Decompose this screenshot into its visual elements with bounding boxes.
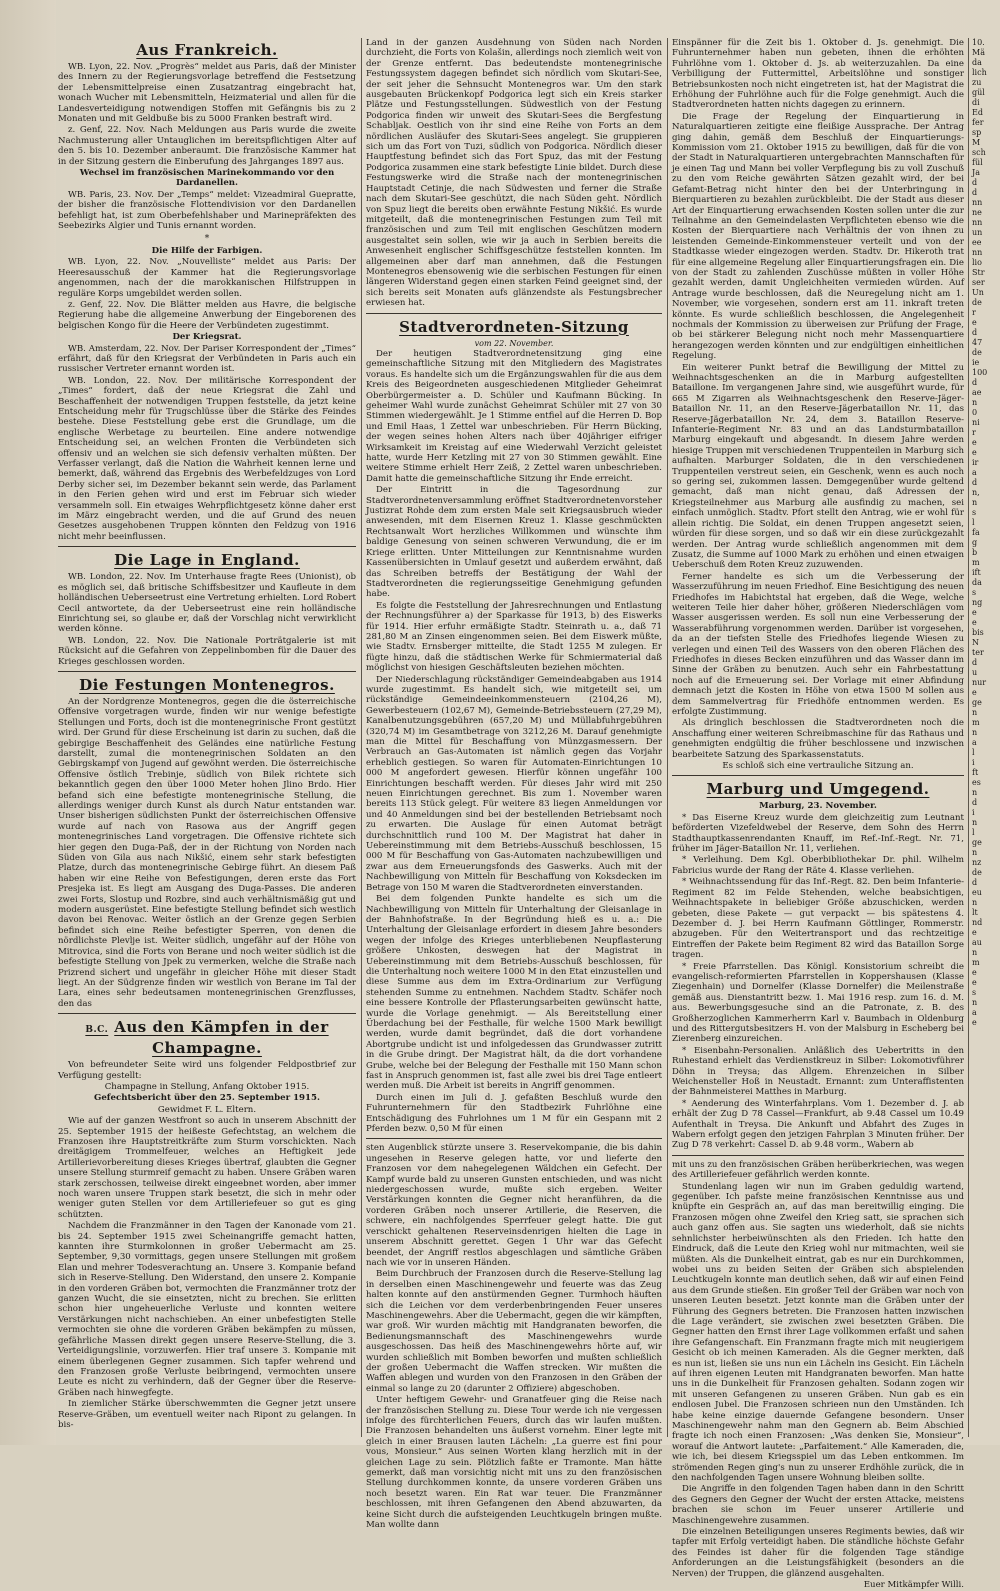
dateline: vom 22. November. [474, 338, 554, 348]
separator-star: * [204, 233, 210, 244]
article-paragraph: Es schloß sich eine vertrauliche Sitzung an. [722, 761, 914, 772]
article-paragraph: Stundenlang lagen wir nun im Graben geduldig wartend, gegenüber. Ich pafste meine französischen Kenntnisse aus und knüpfte ein Gespräch an, auf das man bereitwillig einging. Die Franzosen mögen ohne Zweifel den Krieg satt, sie sprachen sich auch ganz offen aus. Sie sagten uns wiederholt, daß sie nichts sehnlichster herbeiwünschten als den Frieden. Ich hatte den Eindruck, daß die Leute den Krieg wohl nur mitmachten, weil sie müßten. Als die Dunkelheit eintrat, gab es nur ein Durchkommen, wobei uns zu beiden Seiten der Gräben sich abspielenden Leuchtkugeln konnte man deutlich sehen, daß wir auf einen Feind aus dem Grunde stießen. Ein großer Teil der Gräben war noch von unseren Leuten besetzt. Jetzt konnte man die Gräben unter der Führung des Gegners betreten. Die Franzosen hatten inzwischen die Lage verändert, sie zwischen zwei besetzten Gräben. Die Gegner hatten den Ernst ihrer Lage vollkommen erfaßt und sahen ihre Gefangenschaft. Ein Franzmann fragte mich mit neugierigem Gesicht ob ich meinen Kameraden. Als die Gegner merkten, daß es nun ist, ließen sie uns nun ein Lächeln ins Gesicht. Ein Lächeln auf ihren eigenen Leuten mit Handgranaten beworfen. Man hatte uns in die Dunkelheit für Franzosen gehalten. Sodann zogen wir mit unseren Gefangenen zu unseren Gräben. Nun gab es ein endlosen Jubel. Die Franzosen schrieen nun den Umständen. Ich habe keine einzige dauernde Gefangene besondern. Unser Maschinengewehr nahm man den Gegnern ab. Beim Abschied fragte ich noch einen Franzosen: „Was denken Sie, Monsieur“, worauf die Antwort lautete: „Parfaitement.“ Alle Kameraden, die, wie ich, bei diesem Kriegsspiel um das Leben entkommen. Im strömenden Regen ging's nun zu unserer Erdhöhle zurück, die in den nachfolgenden Tagen unsere Wohnung bleiben sollte. [672, 1181, 964, 1484]
article-paragraph: sten Augenblick stürzte unsere 3. Reservekompanie, die bis dahin ungesehen in Reserve gelegen hatte, vor und lieferte den Franzosen vor dem nahegelegenen Wäldchen ein Gefecht. Der Kampf wurde bald zu unseren Gunsten entschieden, und was nicht niedergeschossen wurde, mußte sich ergeben. Weiter Verstärkungen konnten die Gegner nicht heranführen, da die vorderen Gräben noch unserer Artillerie, die Reserven, die schwere, ein nachfolgendes Sperrfeuer gelegt hatte. Die gut verschickt gehaltenen Reserveinsdenrigen hielten die Lage in unserem Abschnitt gerettet. Gegen 1 Uhr war das Gefecht beendet, der Angriff restlos abgeschlagen und sämtliche Gräben nach wie vor in unseren Händen. [366, 1143, 662, 1268]
subheading: Der Kriegsrat. [172, 332, 242, 343]
article-paragraph: Als dringlich beschlossen die Stadtverordneten noch die Anschaffung einer weiteren Schreibmaschine für das Rathaus und genehmigten endgültig die früher beschlossene und inzwischen bearbeitete Satzung des Sparkassenstatuts. [672, 718, 964, 760]
article-paragraph: z. Genf, 22. Nov. Die Blätter melden aus Havre, die belgische Regierung habe die allgemeine Anwerbung der Eingeborenen des belgischen Kongo für die Heere der Verbündeten zugestimmt. [58, 299, 356, 331]
article-paragraph: Von befreundeter Seite wird uns folgender Feldpostbrief zur Verfügung gestellt: [58, 1060, 356, 1081]
column-3 [672, 38, 964, 1591]
heading-champagne-text: Aus den Kämpfen in der Champagne. [114, 1018, 329, 1058]
article-paragraph: Beim Durchbruch der Franzosen durch die Reserve-Stellung lag in derselben einen Maschinengewehr und feuerte was das Zeug halten konnte auf den anstürmenden Gegner. Turmhoch häuften sich die Leichen vor dem verderbenbringenden Feuer unseres Maschinengewehrs. Aber die Uebermacht, gegen die wir kämpften, war groß. Wir wurden mächtig mit Handgranaten beworfen, die Bedienungsmannschaft des Maschinengewehrs wurde ausgeschossen. Das heiß des Maschinengewehrs hörte auf, wir wurden schließlich mit Bomben beworfen und mußten schließlich der großen Uebermacht die Waffen strecken. Wir mußten die Waffen ablegen und wurden von den Franzosen in den Gräben der einmal so lange zu 20 (darunter 2 Offiziere) abgeschoben. [366, 1269, 662, 1394]
article-paragraph: Die einzelnen Beteiligungen unseres Regiments bewies, daß wir tapfer mit Erfolg verteidigt haben. Die ständliche höchste Gefahr des Feindes ist daher für die folgenden Tage ständige Anforderungen an die Leistungsfähigkeit (besonders an die Nerven) der Truppen, die glänzend ausgehalten. [672, 1527, 964, 1579]
heading-england: Die Lage in England. [114, 551, 300, 570]
article-paragraph: WB. Lyon, 22. Nov. „Progrès“ meldet aus Paris, daß der Minister des Innern zu der Regierungsvorlage betreffend die Festsetzung der Lebensmittelpreise einen Zusatzantrag eingebracht hat, wonach Wucher mit Lebensmitteln, Heizmaterial und allen für die Landesverteidigung notwendigen Stoffen mit Gefängnis bis zu 2 Monaten und mit Geldbuße bis zu 5000 Franken bestraft wird. [58, 62, 356, 125]
article-paragraph: * Eisenbahn-Personalien. Anläßlich des Uebertritts in den Ruhestand erhielt das Verdienstkreuz in Silber: Lokomotivführer Döhn in Treysa; das Allgem. Ehrenzeichen in Silber Weichensteller Hoß in Neustadt. Ernannt: zum Unteraffistenten der Bahnmeisterei Matthes in Marburg. [672, 1045, 964, 1098]
article-paragraph: mit uns zu den französischen Gräben herüberkriechen, was wegen des Artilleriefeuer gefährlich werden konnte. [672, 1159, 964, 1181]
column-1 [58, 38, 356, 1437]
article-paragraph: WB. London, 22. Nov. Der militärische Korrespondent der „Times“ fordert, daß der neue Kriegsrat die Zahl und Beschaffenheit der notwendigen Truppen feststelle, da jetzt keine Entscheidung mehr für Trugschlüsse über die Stärke des Feindes bestehe. Diese Feststellung gebe erst die Grundlage, um die englische Werbetage zu beurteilen. Eine andere notwendige Entscheidung sei, an welchen Fronten die Verbündeten sich offensiv und an welchen sie sich defensiv verhalten müßten. Der Verfasser verlangt, daß die Nation die Wahrheit kennen lerne und bemerkt, daß, während das Ergebnis des Werbefeldzuges von Lord Derby sicher sei, im Dezember bekannt sein werde, das Parlament in den Ferien gehen wird und erst im Februar sich wieder versammeln soll. Ein etwaiges Wehrpflichtgesetz könne daher erst im März eingebracht werden, und die auf Grund des neuen Gesetzes ausgehobenen Truppen könnten den Feldzug von 1916 nicht mehr beeinflussen. [58, 375, 356, 542]
signature: Euer Mitkämpfer Willi. [863, 1580, 964, 1591]
article-paragraph: * Verleihung. Dem Kgl. Oberbibliothekar Dr. phil. Wilhelm Fabricius wurde der Rang der Räte 4. Klasse verliehen. [672, 855, 964, 876]
subheading: Wechsel im französischen Marinekommando vor den Dardanellen. [79, 168, 335, 189]
article-paragraph: An der Nordgrenze Montenegros, gegen die die österreichische Offensive vorgetragen wurde, finden wir nur wenige befestigte Stellungen und Forts, doch ist die montenegrinische Front gestützt wird. Der Grund für diese Erscheinung ist darin zu suchen, daß die gebirgige Beschaffenheit des Geländes eine natürliche Festung darstellt, zumal die montenegrinischen Soldaten an den Gebirgskampf von Jugend auf gewöhnt werden. Die österreichische Offensive östlich Trebinje, südlich von Bilek richtete sich bekanntlich gegen den über 1000 Meter hohen Jlino Brdo. Hier befand sich eine befestigte montenegrinische Stellung, die allerdings weniger durch Kunst als durch Natur entstanden war. Unser bisherigen südlichsten Punkt der österreichischen Offensive wurde auf nach von Rasowa aus der Angriff gegen montenegrinisches Land vorgetragen. Die Offensive richtete sich hier gegen den Duga-Paß, der in der Richtung von Norden nach Süden von Gila aus nach Nikšić, einem sehr stark befestigten Platze, durch das montenegrinische Gebirge führt. An diesem Paß haben wir eine Reihe von Befestigungen, deren erste das Fort Presjeka ist. Es liegt am Ausgang des Duga-Passes. Die anderen zwei Forts, Slostup und Rozbre, sind auch verhältnismäßig gut und modern ausgerüstet. Eine befestigte Stellung befindet sich westlich davon bei Renovac. Weiter östlich an der Grenze gegen Serbien befindet sich eine Reihe befestigter Sperren, von denen die nördlichste Plevlje ist. Weiter südlich, ungefähr auf der Höhe von Mitrovica, sind die Forts von Berane und noch weiter südlich ist die befestigte Stellung von Jpek zu vermerken, welche die Straße nach Prizrend sichert und ungefähr in gleicher Höhe mit dieser Stadt liegt. An der Südgrenze finden wir westlich von Berane im Tal der Lara, eines sehr bedeutsamen montenegrinischen Grenzflusses, den das [58, 696, 356, 1009]
article-paragraph: WB. Amsterdam, 22. Nov. Der Pariser Korrespondent der „Times“ erfährt, daß für den Kriegsrat der Verbündeten in Paris auch ein russischer Vertreter ernannt worden ist. [58, 343, 356, 375]
dateline: Marburg, 23. November. [759, 801, 877, 812]
article-paragraph: Die Angriffe in den folgenden Tagen haben dann in den Schritt des Gegners den Gegner der Wucht der ersten Attacke, meistens brachen sie schon im Feuer unserer Artillerie und Maschinengewehre zusammen. [672, 1484, 964, 1526]
subheading: Gefechtsbericht über den 25. September 1915. [94, 1093, 320, 1104]
article-paragraph: Der heutigen Stadtverordnetensitzung ging eine gemeinschaftliche Sitzung mit den Mitgliedern des Magistrates voraus. Es handelte sich um die Ergänzungswahlen für die aus dem Kreis des Beigeordneten ausgeschiedenen Mitglieder Geheimrat Oberbürgermeister a. D. Schüler und Kaufmann Bücking. In geheimer Wahl wurde zunächst Geheimrat Schüler mit 27 von 30 Stimmen wiedergewählt. Je 1 Stimme entfiel auf die Herren D. Bop und Emil Haas, 1 Zettel war unbeschrieben. Für Herrn Bücking, der wegen seines hohen Alters nach über 40jähriger eifriger Wirksamkeit im Kreistag auf eine Wiederwahl Verzicht geleistet hatte, wurde Herr Ketzling mit 27 von 30 Stimmen gewählt. Eine weitere Stimme erhielt Herr Zeiß, 2 Zettel waren unbeschrieben. Damit hatte die gemeinschaftliche Sitzung ihr Ende erreicht. [366, 348, 662, 484]
column-2 [366, 38, 662, 1531]
article-paragraph: Der Niederschlagung rückständiger Gemeindeabgaben aus 1914 wurde zugestimmt. Es handelt sich, wie mitgeteilt sei, um rückständige Gemeindeeinkommensteuern (2104,26 M), Gewerbesteuern (102,67 M), Gemeinde-Betriebssteuern (27,29 M), Kanalbenutzungsgebühren (657,20 M) und Müllabfuhrgebühren (320,74 M) im Gesamtbetrage von 3212,26 M. Darauf genehmigte man die Mittel für Beschaffung von Münzgasmessern. Der Verbrauch an Gas-Automaten ist nämlich gegen das Vorjahr erheblich gestiegen. So waren für Automaten-Einrichtungen 10 000 M angefordert gewesen. Hierfür können ungefähr 100 Einrichtungen beschafft werden. Für dieses Jahr wird mit 250 neuen Einrichtungen gerechnet. Bis zum 1. November waren bereits 113 Stück gelegt. Für weitere 83 liegen Anmeldungen vor und 40 Anmeldungen sind bei der bestellenden Betriebsamt noch zu erwarten. Die Auslage für einen Automat beträgt durchschnittlich rund 100 M. Der Magistrat hat daher in Uebereinstimmung mit dem Betriebs-Ausschuß beschlossen, 15 000 M für Beschaffung von Gas-Automaten nachzubewilligen und zwar aus dem Erneuerungsfonds des Gaswerks. Auch mit der Nachbewilligung von Mitteln für Beschaffung von Koksdecken im Betrage von 150 M waren die Stadtverordneten einverstanden. [366, 674, 662, 893]
article-paragraph: Nachdem die Franzmänner in den Tagen der Kanonade vom 21. bis 24. September 1915 zwei Scheinangriffe gemacht hatten, kannten ihre Sturmkolonnen in großer Uebermacht am 25. September, 9,30 vormittags, gegen unsere Stellungen mit großem Elan und mehrer Todesverachtung an. Unsere 3. Kompanie befand sich in Reserve-Stellung. Den Widerstand, den unsere 2. Kompanie in den vorderen Gräben bot, vermochten die Franzmänner trotz der ganzen Wucht, die sie einsetzten, nicht zu brechen. Sie erlitten schon hier ungeheuerliche Verluste und konnten weitere Verstärkungen nicht nachschieben. An einer unbefestigten Stelle vermochten sie ohne die vorderen Gräben bekämpfen zu müssen, gefährliche Massen direkt gegen unsere Reserve-Stellung, die 3. Verteidigungslinie, vorzuwerfen. Hier traf unsere 3. Kompanie mit einem überlegenen Gegner zusammen. Sich tapfer wehrend und den Franzosen große Verluste beibringend, vermochten unsere Leute es nicht zu verhindern, daß der Gegner über die Reserve-Gräben nach hinwegfegte. [58, 1221, 356, 1398]
article-paragraph: Es folgte die Feststellung der Jahresrechnungen und Entlastung der Rechnungsführer a) der Sparkasse für 1913, b) des Eiswerks für 1914. Hier erfuhr ermäßigte Stadtr. Steinrath u. a., daß 71 281,80 M an Zinsen eingenommen seien. Bei dem Eiswerk müßte, wie Stadtv. Ernsberger mitteilte, die Stadt 1255 M zulegen. Er fügte hinzu, daß die städtischen Werke für Schmiermaterial daß möglichst von hiesigen Geschäftsleuten beziehen möchten. [366, 600, 662, 674]
article-paragraph: Wie auf der ganzen Westfront so auch in unserem Abschnitt der 25. September 1915 der heißeste Gefechtstag, an welchem die Franzosen ihre Hauptstreitkräfte zum Sturm vorschickten. Nach dreitägigem Trommelfeuer, welches an Heftigkeit jede Artillerievorbereitung dieses Krieges übertraf, glaubten die Gegner unsere Stellung sturmreif gemacht zu haben. Unsere Gräben waren stark zerschossen, teilweise direkt eingeebnet worden, aber immer noch waren unsere Truppen stark besetzt, die sich in mehr oder weniger guten Stellen vor dem Artilleriefeuer so gut es ging schützten. [58, 1116, 356, 1220]
section-rule [366, 313, 662, 314]
article-paragraph: Ferner handelte es sich um die Verbesserung der Wasserzuführung im neuen Friedhof. Eine Besichtigung des neuen Friedhofes im Habichtstal hat ergeben, daß die Wege, welche weiteren Teile hier daher höher, größeren Niederschlägen vom Wasser ausgerissen werden. Es soll nun eine Verbesserung der Wasserabführung vorgenommen werden. Darüber ist vorgesehen, da an der tiefsten Stelle des Friedhofes liegende Wiesen zu verlegen und einen Teil des Wassers von den oberen Flächen des Friedhofes in dieses Becken einzuführen und das Wasser dann im Sinne der Gräben zu benutzen. Auch sehr ein Fahrbestattung noch auf die Erneuerung sei. Der Vorlage mit einer Abfindung demnach jetzt die Kosten in Höhe von etwa 1500 M sollen aus dem Sammelvertrag für Friedhöfe entnommen werden. Es erfolgte Zustimmung. [672, 571, 964, 717]
section-rule [366, 1138, 662, 1139]
section-rule [672, 1155, 964, 1156]
subheading: Die Hilfe der Farbigen. [151, 245, 263, 256]
dateline: Champagne in Stellung, Anfang Oktober 1915. [104, 1081, 310, 1092]
article-fragment: 10. Mä da lich zu gül di Ed fer sp M sch fül Ja d d nn ne nn un ee nn lio Str ser Un de r e d 47 de ie 100 d ae n 0 ni r e e ir a d n, n s l fa g b m ift da s ng e e bis N ter d u nur e ge n m n a l i ft es n d i n l ge n nz de d eu n lt nd e au n m e e s n a e [972, 38, 988, 1027]
article-paragraph: Unter heftigem Gewehr- und Granatfeuer ging die Reise nach der französischen Stellung zu. Diese Tour werde ich nie vergessen infolge des fürchterlichen Feuers, durch das wir laufen mußten. Die Franzosen behandelten uns äußerst vornehm. Einer legte mit gleich in einer Brausen lauten Lächeln: „La guerre est fini pour vous, Monsieur.“ Aus seinen Worten klang herzlich mit in der gleichen Lage zu sein. Plötzlich faßte er Tramonte. Man hätte gemerkt, daß man vorsichtig nicht mit uns zu den französischen Stellung durchkommen konnte, da unsere vorderen Gräben uns noch besetzt waren. Ein Rat war teuer. Die Franzmänner beschlossen, mit ihren Gefangenen den Abend abzuwarten, da keine Sicht durch die aufsteigenden Leuchtkugeln bringen mußte. Man wollte dann [366, 1395, 662, 1531]
article-paragraph: Bei dem folgenden Punkte handelte es sich um die Nachbewilligung von Mitteln für Unterhaltung der Gleisanlage in der Bahnhofstraße. In der Begründung hieß es u. a.: Die Unterhaltung der Gleisanlage erfordert in diesem Jahre besonders wegen der infolge des Krieges unterbliebenen Neupflasterung größere Unkosten, deswegen hat der Magistrat in Uebereinstimmung mit dem Betriebs-Ausschuß beschlossen, für die Unterhaltung noch weitere 1000 M in den Etat einzustellen und diese Summe aus dem im Extra-Ordinarium zur Verfügung stehenden Summe zu entnehmen. Nachdem Stadtv. Schäfer noch eine bessere Kontrolle der Pflasterungsarbeiten gewünscht hatte, wurde die Vorlage genehmigt. — Als Bereitstellung einer Überdachung bei der Festhalle, für welche 1500 Mark bewilligt werden, wurde damit begründet, daß die dort vorhandene Abortgrube undicht ist und infolgedessen das Grundwasser zutritt in die Grube dringt. Der Magistrat hält, da die dort vorhandene Grube, welche bei der Belegung der Festhalle mit 150 Mann schon fast in Anspruch genommen ist, fast alle zwei bis drei Tage entleert werden muß. Die Arbeit ist bereits in Angriff genommen. [366, 894, 662, 1092]
page-margin [0, 0, 56, 1445]
article-paragraph: Der Eintritt in die Tagesordnung zur Stadtverordnetenversammlung eröffnet Stadtverordnetenvorsteher Justizrat Rohde dem zum ersten Male seit Kriegsausbruch wieder anwesenden, mit dem Eisernen Kreuz 1. Klasse geschmückten Rechtsanwalt Wort herzliches Willkommen und wünschte ihm baldige Genesung von seinen schweren Verwundung, die er im Kriege erlitten. Unter Mitteilungen zur Kenntnisnahme wurden Kassenübersichten in Umlauf gesetzt und außerdem erwähnt, daß das Schreiben betreffs der Bestätigung der Wahl der Stadtverordneten die regierungsseitige Genehmigung gefunden habe. [366, 485, 662, 600]
article-paragraph: Land in der ganzen Ausdehnung von Süden nach Norden durchzieht, die Forts von Kolašin, allerdings noch ziemlich weit von der Grenze entfernt. Das bedeutendste montenegrinische Festungssystem dagegen befindet sich nördlich vom Skutari-See, der seit jeher die Sehnsucht Montenegros war. Um den stark ausgebauten Brückenkopf Podgorica legt sich ein Kreis starker Plätze und Festungsstellungen. Südwestlich von der Festung Podgorica finden wir unweit des Skutari-Sees die Bergfestung Schabljak. Oestlich von ihr sind eine Reihe von Forts an dem nördlichen Ausläufer des Skutari-Sees angelegt. Sie gruppieren sich um das Fort von Tuzi, südlich von Podgorica. Nördlich dieser Hauptfestung befindet sich das Fort Spuz, das mit der Festung Podgorica zusammen eine stark befestigte Linie bildet. Durch diese Festungswerke wird die Straße nach der montenegrinischen Hauptstadt Cetinje, die nach Südwesten und ferner die Straße nach dem Skutari-See geschützt, die nach Süden geht. Nördlich von Spuz liegt die bereits oben erwähnte Festung Nikšić. Es wurde mitgeteilt, daß die montenegrinischen Festungen zum Teil mit französischen und zum Teil mit englischen Geschützen modern ausgestaltet sein sollen, wie wir ja auch in Serbien bereits die Anwesenheit englischer Schiffsgeschütze feststellen konnten. Im allgemeinen aber darf man annehmen, daß die Festungen Montenegros ebensowenig wie die serbischen Festungen für einen längeren Widerstand gegen einen starken Feind geeignet sind, der sich bereits seit Monaten aufs glänzendste als Festungsbrecher erwiesen hat. [366, 38, 662, 309]
article-paragraph: WB. Paris, 23. Nov. Der „Temps“ meldet: Vizeadmiral Guepratte, der bisher die französische Flottendivision vor den Dardanellen befehligt hat, ist zum Oberbefehlshaber und Marinepräfekten des Seebezirks Algier und Tunis ernannt worden. [58, 189, 356, 232]
column-rule [968, 38, 969, 1437]
article-paragraph: * Freie Pfarrstellen. Das Königl. Konsistorium schreibt die evangelisch-reformierten Pfarrstellen in Koppershausen (Klasse Ziegenhain) und Dornelfer (Klasse Dornelfer) die Meilenstraße gemäß aus. Dienstantritt bezw. 1. Mai 1916 resp. zum 16. d. M. aus. Bewerbungsgesuche sind an die Patronate, z. B. des Großherzoglichen Kammerherrn Karl v. Baumbach in Oldenburg und des Rittergutsbesitzers H. von der Malsburg in Escheberg bei Zierenberg einzureichen. [672, 961, 964, 1045]
heading-frankreich: Aus Frankreich. [136, 41, 278, 59]
byline-prefix: B.C. [85, 1025, 109, 1036]
heading-montenegro: Die Festungen Montenegros. [79, 675, 335, 694]
section-rule [58, 1013, 356, 1014]
article-paragraph: WB. London, 22. Nov. Im Unterhause fragte Rees (Unionist), ob es möglich sei, daß britische Schiffsbesitzer und Kaufleute in dem holländischen Ueberseetrust eine Vertretung erhielten. Lord Robert Cecil antwortete, da der Ueberseetrust eine rein holländische Einrichtung sei, so glaube er, daß der Vorschlag nicht verwirklicht werden könne. [58, 572, 356, 635]
heading-marburg: Marburg und Umgegend. [706, 780, 930, 799]
section-rule [672, 775, 964, 776]
section-rule [58, 671, 356, 672]
article-paragraph: Durch einen im Juli d. J. gefaßten Beschluß wurde den Fuhrunternehmern für den Stadtbezirk Fuhrlöhne eine Entschädigung des Fuhrlohnes um 1 M für ein Gespann mit 2 Pferden bezw. 0,50 M für einen [366, 1092, 662, 1135]
article-paragraph: z. Genf, 22. Nov. Nach Meldungen aus Paris wurde die zweite Nachmusterung aller Untauglichen im bereitspflichtigen Alter auf den 5. bis 10. Dezember anberaumt. Die französische Kammer hat in der Sitzung gestern die Einberufung des Jahrganges 1897 aus. [58, 125, 356, 167]
column-rule [667, 38, 668, 1437]
article-paragraph: * Weihnachtssendung für das Inf.-Regt. 82. Den beim Infanterie-Regiment 82 im Felde Stehenden, welche beabsichtigen, Weihnachtspakete in beliebiger Größe abzuschicken, werden gebeten, diese Pakete — gut verpackt — bis spätestens 4. Dezember d. J. bei Herrn Kaufmann Göttlinger, Rommerstr. abzugeben. Für den Weitertransport und das rechtzeitige Eintreffen der Pakete beim Regiment 82 wird das Bataillon Sorge tragen. [672, 877, 964, 961]
heading-stadtverordneten: Stadtverordneten-Sitzung [399, 317, 629, 336]
article-paragraph: Die Frage der Regelung der Einquartierung in Naturalquartieren zeitigte eine fleißige Aussprache. Der Antrag ging dahin, gemäß dem Beschluß der Einquartierungs-Kommission vom 21. Oktober 1915 zu bewilligen, daß für die von der Stadt in Naturalquartieren untergebrachten Mannschaften für je einen Tag und Mann bei voller Verpflegung bis zu voll Zuschuß zu den vom Reiche gewährten Sätzen gezahlt wird, der bei Gefamt-Betrag nicht hinter den bei der Unterbringung in Bierquartieren zu bezahlen zurückbleibt. Die der Stadt aus dieser Art der Einquartierung erwachsenden Kosten sollen unter die zur Teilnahme an den Gemeindelasten Verpflichteten ebenso wie die Kosten der Bierquartiere nach Verhältnis der von ihnen zu leistenden Gemeinde-Einkommensteuer verteilt und von der Stadtkasse wieder eingezogen werden. Stadtv. Dr. Hikeroth trat für eine allgemeine Regelung aller Einquartierungsfragen ein. Die von der Stadt zu zahlenden Zuschüsse müßten in voller Höhe gezahlt werden, damit Ungleichheiten vermieden würden. Auf Antrage wurde beschlossen, daß die Neuregelung nicht am 1. November, wie vorgesehen, sondern erst am 11. inkraft treten könnte. Es wurde schließlich beschlossen, die Angelegenheit nochmals der Kommission zu überweisen zur Prüfung der Frage, ob bei stärkerer Belegung nicht noch mehr Massenquartiere herangezogen werden könnten und zur endgültigen einheitlichen Regelung. [672, 111, 964, 362]
article-paragraph: * Aenderung des Winterfahrplans. Vom 1. Dezember d. J. ab erhält der Zug D 78 Cassel—Frankfurt, ab 9.48 Cassel um 10.49 Aufenthalt in Treysa. Die Ankunft und Abfahrt des Zuges in Wabern erfolgt gegen den jetzigen Fahrplan 3 Minuten früher. Der Zug D 78 verkehrt: Cassel D. ab 9.48 vorm., Wabern ab [672, 1098, 964, 1151]
article-paragraph: * Das Eiserne Kreuz wurde dem gleichzeitig zum Leutnant beförderten Vizefeldwebel der Reserve, dem Sohn des Herrn Stadthauptkassenrendanten Knauff, im Ref.-Inf.-Regt. Nr. 71, früher im Jäger-Bataillon Nr. 11, verliehen. [672, 812, 964, 855]
article-paragraph: WB. London, 22. Nov. Die Nationale Porträtgalerie ist mit Rücksicht auf die Gefahren von Zeppelinbomben für die Dauer des Krieges geschlossen worden. [58, 635, 356, 667]
column-rule [361, 38, 362, 1437]
article-paragraph: Einspänner für die Zeit bis 1. Oktober d. Js. genehmigt. Die Fuhrunternehmer haben nun gebeten, ihnen die erhöhten Fuhrlöhne vom 1. Oktober d. Js. ab weiterzuzahlen. Da eine Verbilligung der Futtermittel, Arbeitslöhne und sonstiger Betriebsunkosten noch nicht eingetreten ist, hat der Magistrat die Erhöhung der Fuhrlöhne auch für die Folge genehmigt. Auch die Stadtverordneten hatten nichts dagegen zu erinnern. [672, 38, 964, 111]
dedication: Gewidmet F. L. Eltern. [157, 1104, 257, 1115]
section-rule [58, 546, 356, 547]
article-paragraph: In ziemlicher Stärke überschwemmten die Gegner jetzt unsere Reserve-Gräben, um eventuell weiter nach Ripont zu gelangen. In bis- [58, 1399, 356, 1430]
article-paragraph: WB. Lyon, 22. Nov. „Nouvelliste“ meldet aus Paris: Der Heeresausschuß der Kammer hat die Regierungsvorlage angenommen, nach der die marokkanischen Hilfstruppen in reguläre Korps umgebildet werden sollen. [58, 257, 356, 299]
column-4-fragment [972, 38, 1000, 1437]
heading-champagne [58, 1018, 356, 1057]
article-paragraph: Ein weiterer Punkt betraf die Bewilligung der Mittel zu Weihnachtsgeschenken an die in Marburg aufgestellten Bataillone. Im vergangenen Jahre sind, wie ausgeführt wurde, für 665 M Zigarren als Weihnachtsgeschenk den Reserve-Jäger-Bataillon Nr. 11, an den Reserve-Jägerbataillon Nr. 11, das Reserve-Jägerbataillon Nr. 24, dem 3. Bataillon Reserve-Infanterie-Regiment Nr. 83 und an das Landsturmbataillon Marburg eingekauft und abgesandt. In diesem Jahre werden hiesige Truppen mit verschiedenen Truppenteilen in Marburg sich aufhalten. Marburger Soldaten, die in den verschiedenen Truppenteilen verstreut seien, ein Geschenk, wenn es auch noch so gering sei, zukommen lassen. Demgegenüber wurde geltend gemacht, daß man nicht genau, daß Adressen der Kriegsteilnehmer aus Marburg alle ausfindig zu machen, sei einfach unmöglich. Stadtv. Pfort stellt den Antrag, wie er wohl für allein richtig. Die Soldat, ein denen Truppen angesetzt seien, würden für diese sorgen, und so daß wir ein diese zurückgezahlt werden. Der Antrag wurde schließlich angenommen mit dem Zusatz, die Summe auf 1000 Mark zu erhöhen und einen etwaigen Ueberschuß dem Roten Kreuz zuzuwenden. [672, 362, 964, 571]
